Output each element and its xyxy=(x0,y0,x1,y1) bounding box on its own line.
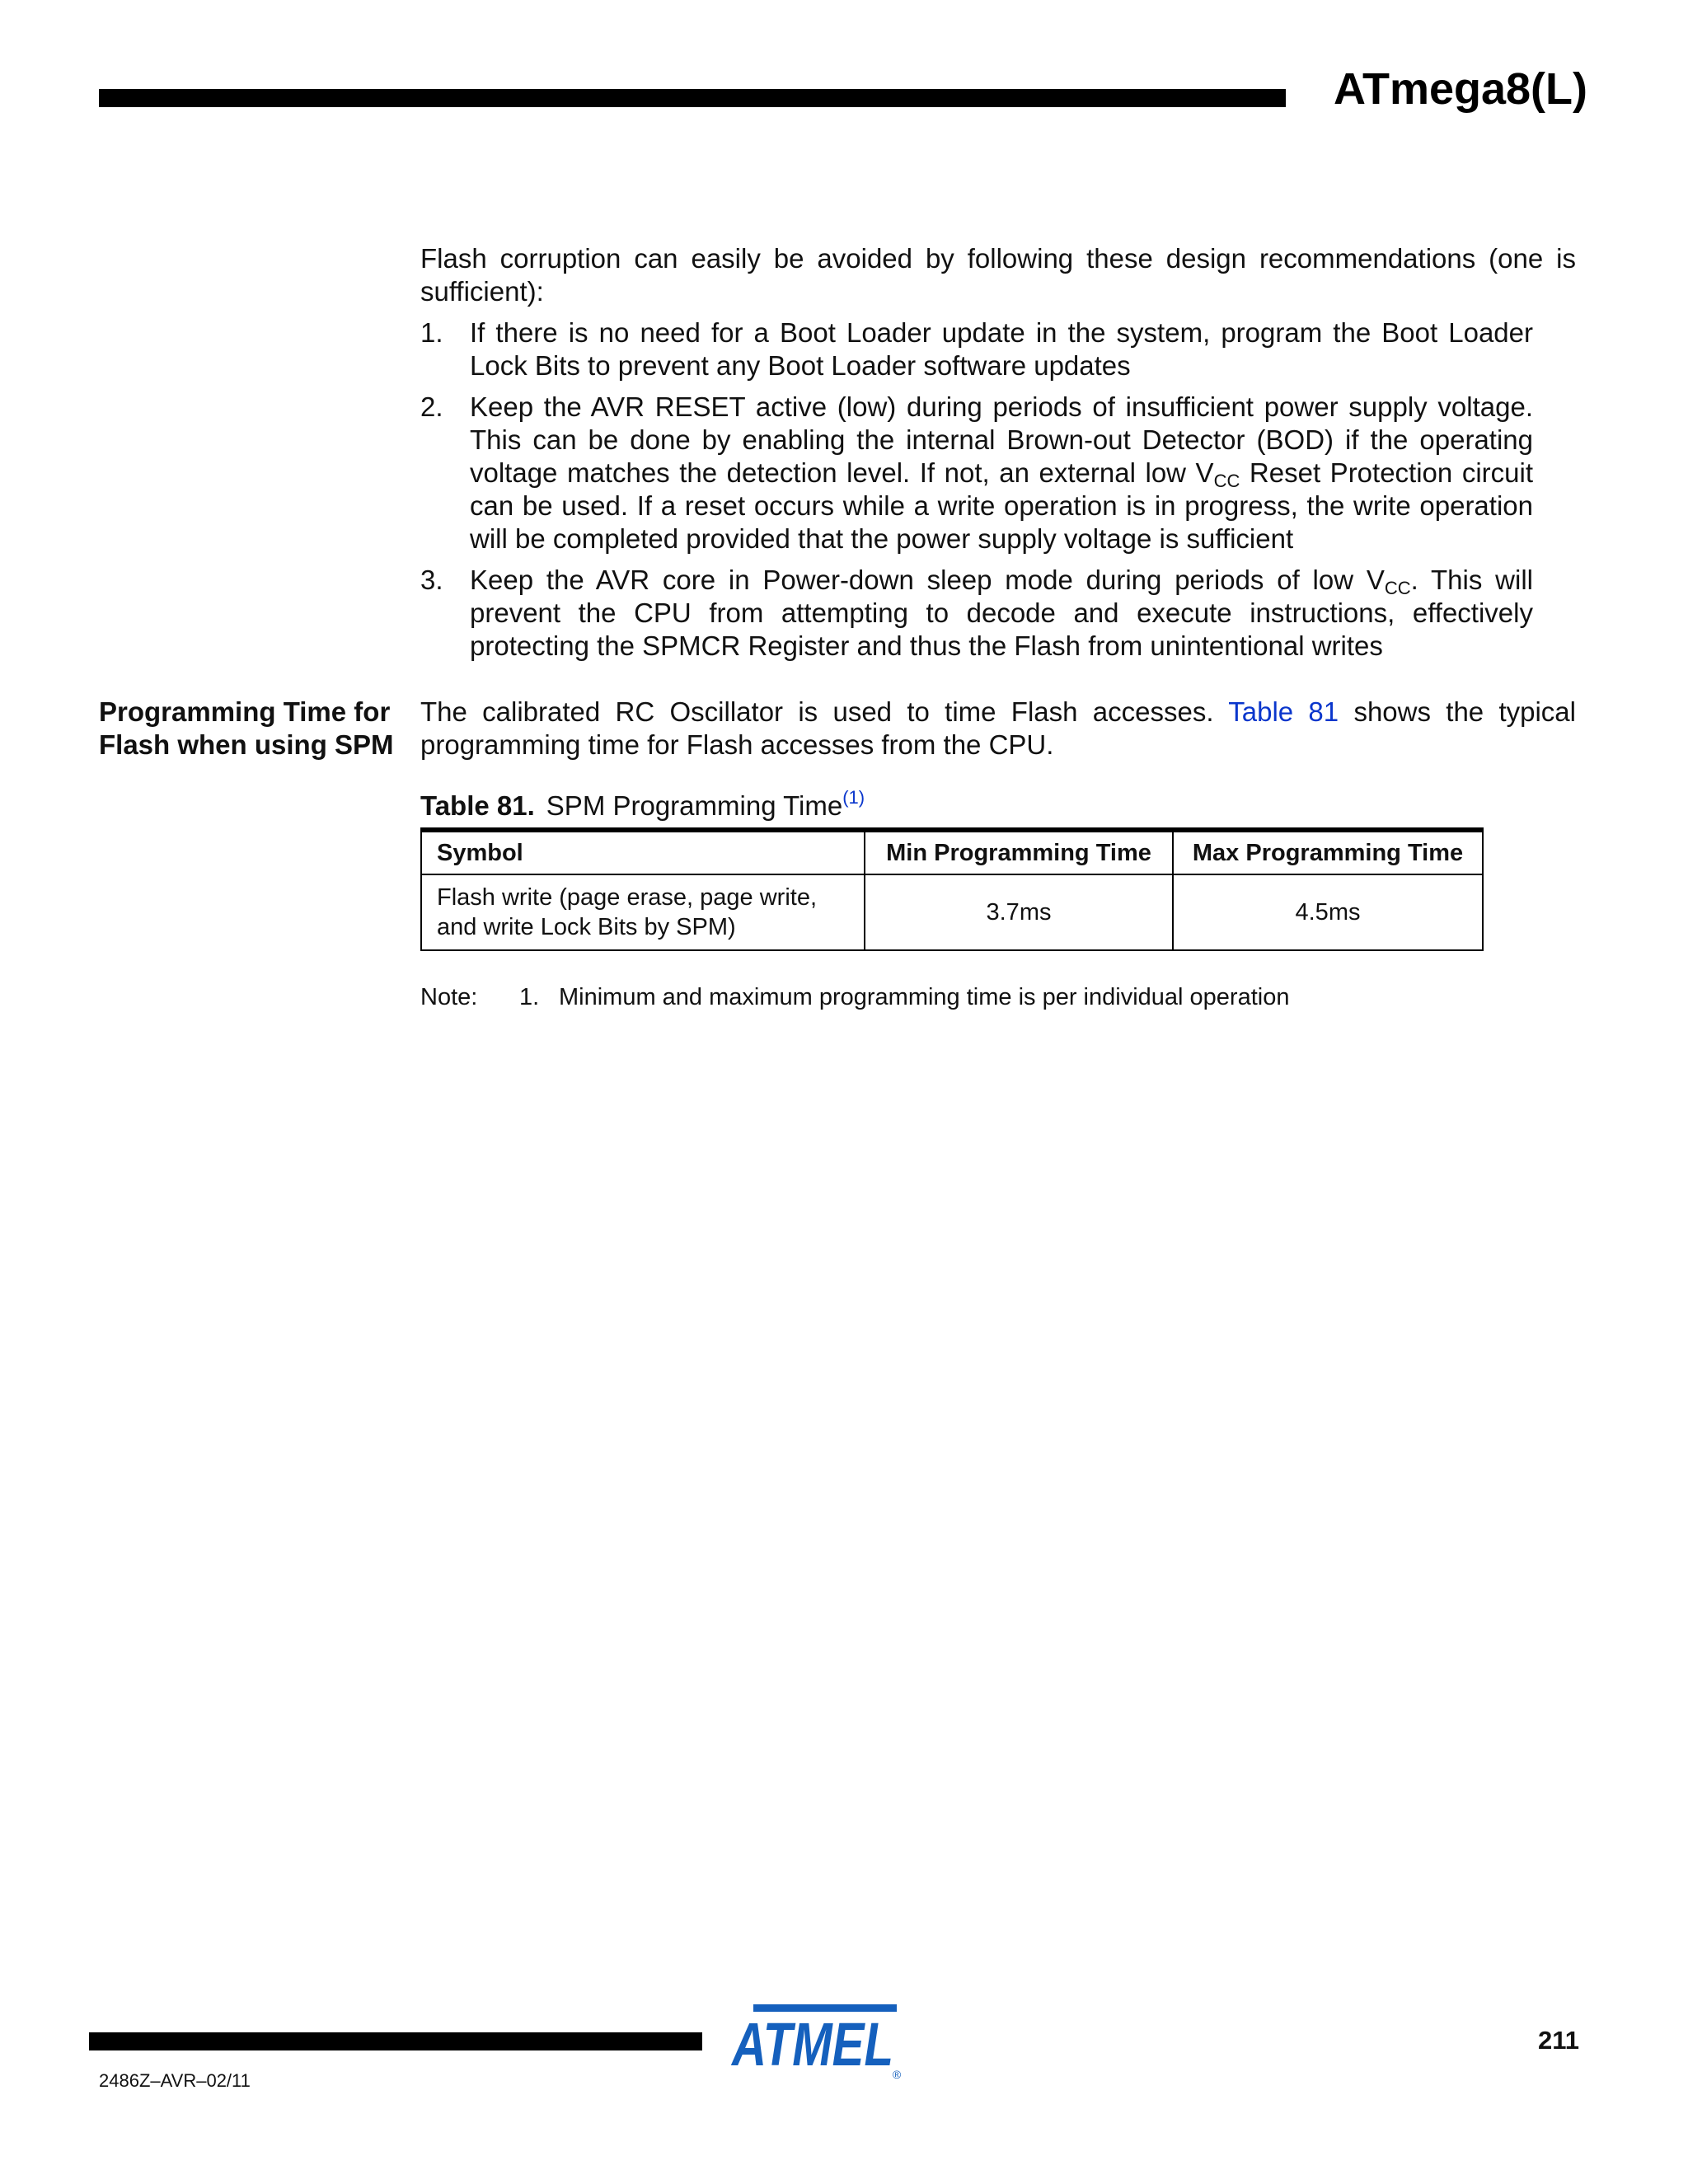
page-number: 211 xyxy=(1537,2026,1579,2055)
list-text: Keep the AVR core in Power-down sleep mode during periods of low V xyxy=(470,565,1385,595)
table-header-row xyxy=(421,830,1483,874)
header-rule xyxy=(99,89,1286,107)
document-code: 2486Z–AVR–02/11 xyxy=(99,2070,251,2091)
note-text: Minimum and maximum programming time is per individual operation xyxy=(559,984,1290,1010)
paragraph-text: shows the typical programming time for Flash accesses from the CPU. xyxy=(420,696,1576,760)
column-header-symbol: Symbol xyxy=(421,830,865,874)
subscript: CC xyxy=(1213,471,1240,491)
footnote-reference-link[interactable]: (1) xyxy=(842,787,865,808)
list-item xyxy=(420,316,1533,382)
note-label: Note: xyxy=(420,984,478,1010)
footer-rule xyxy=(89,2032,702,2050)
table-reference-link[interactable]: Table 81 xyxy=(1228,696,1339,727)
document-title: ATmega8(L) xyxy=(1333,64,1587,114)
list-number: 2. xyxy=(420,391,443,422)
list-text: Reset Protection circuit can be used. If a reset occurs while a write operation is in progress, the write operation will be completed provided that the power supply voltage is sufficient xyxy=(470,457,1533,554)
list-text: Keep the AVR RESET active (low) during periods of insufficient power supply voltage. This can be done by enabling the internal Brown-out Detector (BOD) if the operating voltage matches the detection level. If not, an external low V xyxy=(470,391,1533,488)
paragraph-text: The calibrated RC Oscillator is used to time Flash accesses. xyxy=(420,696,1229,727)
section-paragraph xyxy=(420,696,1576,762)
table-note xyxy=(420,982,1289,1012)
column-header-min: Min Programming Time xyxy=(865,830,1173,874)
recommendation-list xyxy=(420,316,1576,671)
table-caption-number: Table 81. xyxy=(420,790,535,821)
list-item xyxy=(420,391,1533,555)
list-text: . This will prevent the CPU from attempting to decode and execute instructions, effectively protecting the SPMCR Register and thus the Flash from unintentional writes xyxy=(470,565,1533,661)
note-number: 1. xyxy=(519,984,540,1010)
column-header-max: Max Programming Time xyxy=(1173,830,1483,874)
table-caption xyxy=(420,787,865,823)
section-heading: Programming Time for Flash when using SPM xyxy=(99,696,394,760)
list-number: 1. xyxy=(420,317,443,348)
cell-max: 4.5ms xyxy=(1173,874,1483,950)
intro-paragraph: Flash corruption can easily be avoided by following these design recommendations (one is sufficient): xyxy=(420,243,1576,307)
cell-min: 3.7ms xyxy=(865,874,1173,950)
spm-programming-time-table xyxy=(420,827,1484,951)
atmel-logo xyxy=(720,2001,903,2080)
subscript: CC xyxy=(1384,578,1411,598)
list-item xyxy=(420,564,1533,663)
table-caption-text: SPM Programming Time xyxy=(546,790,843,821)
list-text: If there is no need for a Boot Loader update in the system, program the Boot Loader Lock Bits to prevent any Boot Loader software updates xyxy=(470,317,1533,381)
logo-wordmark: ATMEL xyxy=(730,2010,893,2079)
table-row xyxy=(421,874,1483,950)
list-number: 3. xyxy=(420,565,443,595)
cell-symbol: Flash write (page erase, page write, and write Lock Bits by SPM) xyxy=(421,874,865,950)
registered-mark-icon: ® xyxy=(892,2068,902,2080)
